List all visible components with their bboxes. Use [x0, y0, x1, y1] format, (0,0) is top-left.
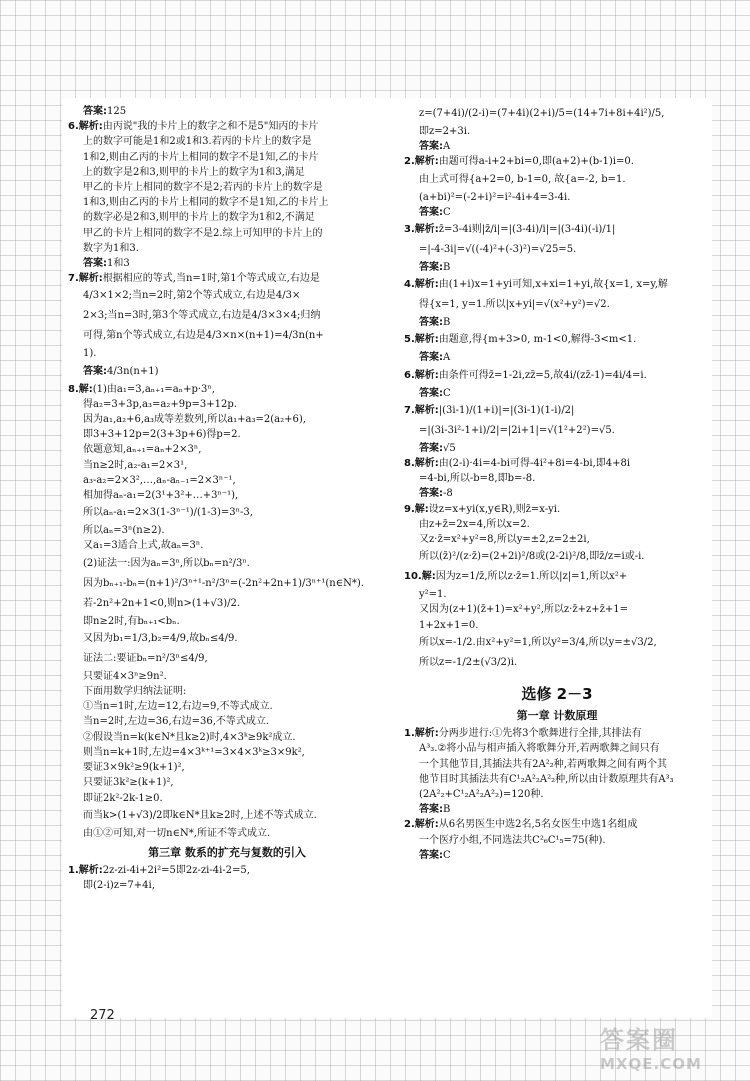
text-line: 答案:B: [419, 262, 451, 274]
text-line: ②假设当n=k(k∈N*且k≥2)时,4×3ᵏ≥9k²成立.: [83, 731, 296, 743]
left-column: [68, 104, 386, 894]
text-line: 可得,第n个等式成立,右边是4/3×n×(n+1)=4/3n(n+: [83, 330, 324, 342]
left-lines: [68, 104, 386, 841]
text-line: 1.解析:分两步进行:①先将3个歌舞进行全排,其排法有: [404, 728, 642, 740]
text-line: 7.解析:根据相应的等式,当n=1时,第1个等式成立,右边是: [68, 273, 320, 285]
page-number: 272: [90, 1008, 115, 1023]
text-line: 所以(z̄)²/(z·z̄)=(2+2i)²/8或(2-2i)²/8,即z̄/z=i或-i.: [419, 551, 645, 563]
text-line: 甲乙的卡片上相同的数字不是2;若丙的卡片上的数字是: [83, 182, 323, 194]
text-line: 得{x=1, y=1.所以|x+yi|=√(x²+y²)=√2.: [419, 299, 610, 311]
text-line: 当n≥2时,a₂-a₁=2×3¹,: [83, 459, 188, 471]
watermark-bottom-text: MXQE.COM: [600, 1055, 702, 1073]
text-line: 甲乙的卡片上相同的数字不是2.综上可知甲的卡片上的: [83, 227, 323, 239]
text-line: 答案:√5: [419, 442, 456, 454]
text-line: z=(7+4i)/(2-i)=(7+4i)(2+i)/5=(14+7i+8i+4i²)/5,: [419, 108, 665, 119]
watermark-logo: [600, 1020, 740, 1078]
text-line: 得a₂=3+3p,a₃=a₂+9p=3+12p.: [83, 398, 237, 410]
text-line: 相加得aₙ-a₁=2(3¹+3²+…+3ⁿ⁻¹),: [83, 490, 239, 502]
text-line: 由①②可知,对一切n∈N*,所证不等式成立.: [83, 827, 271, 839]
watermark-top-text: 答案圈: [600, 1026, 678, 1054]
text-line: 答案:A: [419, 352, 451, 364]
text-line: 1.解析:2z-zi-4i+2i²=5即2z-zi-4i-2=5,: [68, 865, 250, 877]
text-line: 由上式可得{a+2=0, b-1=0, 故{a=-2, b=1.: [419, 173, 626, 185]
text-line: (2)证法一:因为aₙ=3ⁿ,所以bₙ=n²/3ⁿ.: [83, 557, 250, 569]
text-line: 证法二:要证bₙ=n²/3ⁿ≤4/9,: [83, 652, 208, 664]
text-line: y²=1.: [419, 589, 447, 601]
text-line: 7.解析:|(3i-1)/(1+i)|=|(3i-1)(1-i)/2|: [404, 404, 575, 416]
text-line: 2.解析:从6名男医生中选2名,5名女医生中选1名组成: [404, 819, 638, 831]
text-line: (a+bi)²=(-2+i)²=i²-4i+4=3-4i.: [419, 191, 571, 203]
text-line: a₃-a₂=2×3²,…,aₙ-aₙ₋₁=2×3ⁿ⁻¹,: [83, 474, 236, 486]
section-title-elective: 选修 2－3: [521, 684, 593, 703]
text-line: ①当n=1时,左边=12,右边=9,不等式成立.: [83, 701, 273, 713]
text-line: 只要证4×3ⁿ≥9n².: [83, 670, 167, 682]
text-line: 答案:-8: [419, 488, 453, 500]
text-line: 答案:A: [419, 141, 451, 153]
text-line: 8.解析:由(2-i)·4i=4-bi可得-4i²+8i=4-bi,即4+8i: [404, 458, 631, 470]
text-line: 1).: [83, 348, 97, 360]
text-line: 因为a₁,a₂+6,a₃成等差数列,所以a₁+a₃=2(a₂+6),: [83, 414, 306, 426]
text-line: 即证2k²-2k-1≥0.: [83, 792, 163, 804]
text-line: 2.解析:由题可得a-i+2+bi=0,即(a+2)+(b-1)i=0.: [404, 156, 634, 168]
text-line: 下面用数学归纳法证明:: [83, 686, 187, 698]
text-line: 即3+3+12p=2(3+3p+6)得p=2.: [83, 429, 241, 441]
text-line: 答案:C: [419, 206, 451, 218]
text-line: 又因为(z+1)(z̄+1)=x²+y²,所以z·z̄+z+z̄+1=: [419, 604, 628, 616]
text-line: 1+2x+1=0.: [419, 619, 479, 631]
text-line: (2A²₂+C¹₂A²₂A²₂)=120种.: [419, 789, 544, 801]
text-line: 所以z=-1/2±(√3/2)i.: [419, 656, 518, 668]
text-line: 当n=2时,左边=36,右边=36,不等式成立.: [83, 716, 270, 728]
text-line: 即z=2+3i.: [419, 126, 471, 137]
text-line: 而当k>(1+√3)/2即k∈N*且k≥2时,上述不等式成立.: [83, 809, 317, 821]
text-line: 即n≥2时,有bₙ₊₁<bₙ.: [83, 615, 180, 627]
text-line: 又a₁=3适合上式,故aₙ=3ⁿ.: [83, 540, 204, 552]
text-line: 5.解析:由题意,得{m+3>0, m-1<0,解得-3<m<1.: [404, 334, 637, 346]
text-line: 答案:B: [419, 317, 451, 329]
text-line: 他节目时其插法共有C¹₂A²₂A²₂种,所以由计数原理共有A³₃: [419, 773, 674, 785]
text-line: 的数字必是2和3,则甲的卡片上的数字为1和2,不满足: [83, 212, 315, 224]
text-line: 即(2-i)z=7+4i,: [83, 880, 155, 892]
text-line: 2×3;当n=3时,第3个等式成立,右边是4/3×3×4;归纳: [83, 310, 321, 322]
text-line: 若-2n²+2n+1<0,则n>(1+√3)/2.: [83, 597, 241, 609]
text-line: 所以aₙ-a₁=2×3(1-3ⁿ⁻¹)/(1-3)=3ⁿ-3,: [83, 507, 253, 519]
text-line: 9.解:设z=x+yi(x,y∈R),则z̄=x-yi.: [404, 503, 561, 515]
text-line: 6.解析:由丙说"我的卡片上的数字之和不是5"知丙的卡片: [68, 121, 319, 133]
text-line: =4-bi,所以-b=8,即b=-8.: [419, 473, 536, 485]
left-tail-lines: [68, 863, 386, 893]
text-line: 8.解:(1)由a₁=3,aₙ₊₁=aₙ+p·3ⁿ,: [68, 383, 215, 395]
text-line: 又z·z̄=x²+y²=8,所以y=±2,z=2±2i,: [419, 534, 590, 546]
text-line: 又因为b₁=1/3,b₂=4/9,故bₙ≤4/9.: [83, 632, 238, 644]
text-line: 因为bₙ₊₁-bₙ=(n+1)²/3ⁿ⁺¹-n²/3ⁿ=(-2n²+2n+1)/3ⁿ⁺¹(n∈N*).: [83, 577, 364, 589]
text-line: 10.解:因为z=1/z̄,所以z·z̄=1.所以|z|=1,所以x²+: [404, 571, 628, 583]
text-line: 答案:C: [419, 849, 451, 861]
text-line: 答案:125: [83, 106, 127, 117]
text-line: 4.解析:由(1+i)x=1+yi可知,x+xi=1+yi,故{x=1, x=y,解: [404, 279, 668, 291]
text-line: 1和2,则由乙丙的卡片上相同的数字不是1知,乙的卡片: [83, 151, 319, 163]
text-line: 6.解析:由条件可得z̄=1-2i,zz̄=5,故4i/(zz̄-1)=4i/4=i.: [404, 369, 647, 381]
text-line: 1和3,则由乙丙的卡片上相同的数字不是1知,乙的卡片上: [83, 197, 329, 209]
text-line: 则当n=k+1时,左边=4×3ᵏ⁺¹=3×4×3ᵏ≥3×9k²,: [83, 746, 305, 758]
text-line: 只要证3k²≥(k+1)²,: [83, 777, 174, 789]
text-line: 答案:4/3n(n+1): [83, 365, 159, 377]
text-line: 4/3×1×2;当n=2时,第2个等式成立,右边是4/3×: [83, 290, 301, 302]
text-line: 由z+z̄=2x=4,所以x=2.: [419, 518, 530, 530]
text-line: =|-4-3i|=√((-4)²+(-3)²)=√25=5.: [419, 244, 577, 256]
text-line: 答案:B: [419, 804, 451, 816]
section-title-chapter3: 第三章 数系的扩充与复数的引入: [148, 845, 306, 859]
text-line: 数字为1和3.: [83, 242, 139, 254]
text-line: 要证3×9k²≥9(k+1)²,: [83, 762, 185, 774]
text-line: 上的数字是2和3,则甲的卡片上的数字为1和3,满足: [83, 166, 305, 178]
text-line: 一个医疗小组,不同选法共C²₆C¹₅=75(种).: [419, 834, 606, 846]
text-line: 3.解析:z̄=3-4i则|z̄/i|=|(3-4i)/i|=|(3-4i)(-i)/1|: [404, 224, 616, 236]
text-line: 答案:C: [419, 387, 451, 399]
page-sheet: [62, 98, 712, 1018]
text-line: 所以x=-1/2.由x²+y²=1,所以y²=3/4,所以y=±√3/2,: [419, 636, 657, 648]
text-line: 上的数字可能是1和2或1和3.若丙的卡片上的数字是: [83, 136, 312, 148]
right-tail-lines: [404, 726, 710, 863]
text-line: 所以aₙ=3ⁿ(n≥2).: [83, 525, 165, 537]
section-title-chapter1: 第一章 计数原理: [516, 709, 598, 723]
right-lines: [404, 104, 710, 673]
text-line: =|(3i-3i²-1+i)/2|=|2i+1|=√(1²+2²)=√5.: [419, 424, 615, 436]
text-line: 一个其他节目,其插法共有2A²₂种,若两歌舞之间有两个其: [419, 758, 667, 770]
text-line: A³₃.②将小品与相声插入将歌舞分开,若两歌舞之间只有: [419, 743, 660, 755]
text-line: 答案:1和3: [83, 258, 130, 270]
text-line: 依题意知,aₙ₊₁=aₙ+2×3ⁿ,: [83, 444, 202, 456]
right-column: [404, 104, 710, 863]
